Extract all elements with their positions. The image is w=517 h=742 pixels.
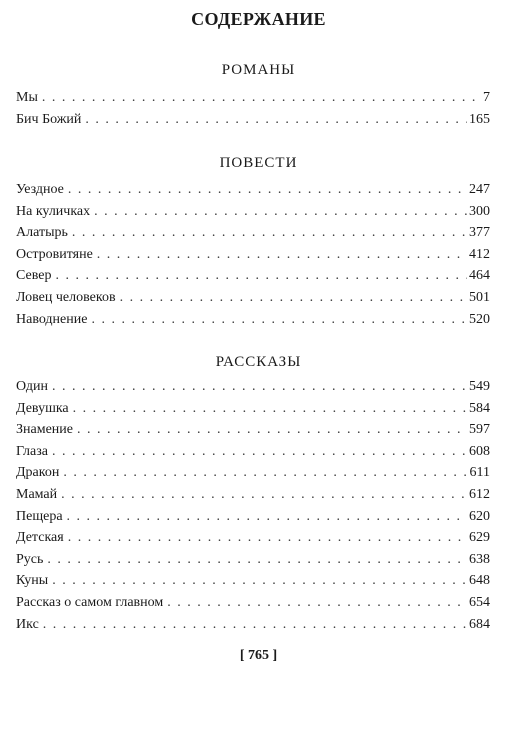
entry-title: Уездное — [16, 182, 64, 197]
entry-page: 549 — [469, 379, 490, 394]
entry-page: 684 — [469, 616, 490, 632]
entry-title: Мы — [16, 90, 38, 105]
entry-title: Островитяне — [16, 246, 93, 262]
entry-title: Пещера — [16, 508, 63, 524]
entry-page: 629 — [469, 530, 490, 546]
toc-entry[interactable] — [16, 506, 490, 528]
entry-title: Куны — [16, 573, 49, 589]
dot-leader — [167, 592, 467, 614]
dot-leader — [91, 309, 467, 331]
entry-page: 611 — [469, 465, 490, 481]
entry-title: Наводнение — [16, 311, 88, 327]
entry-page: 165 — [469, 111, 490, 127]
dot-leader — [72, 222, 467, 244]
section-list-novels — [16, 87, 490, 130]
toc-entry[interactable] — [16, 398, 490, 420]
entry-page: 648 — [469, 573, 490, 589]
toc-entry[interactable] — [16, 109, 490, 131]
toc-entry[interactable] — [16, 244, 490, 266]
entry-page: 612 — [469, 486, 490, 502]
entry-page: 620 — [469, 508, 490, 524]
entry-title: Детская — [16, 530, 64, 546]
entry-title: Рассказ о самом главном — [16, 594, 164, 610]
dot-leader — [120, 287, 467, 309]
entry-page: 638 — [469, 551, 490, 567]
dot-leader — [52, 376, 467, 398]
entry-title: Мамай — [16, 486, 58, 502]
toc-entry[interactable] — [16, 179, 490, 201]
toc-entry[interactable] — [16, 201, 490, 223]
entry-title: Знамение — [16, 422, 73, 438]
section-heading-novels: РОМАНЫ — [221, 62, 296, 78]
section-heading-stories: РАССКАЗЫ — [215, 354, 302, 370]
section-list-stories — [16, 376, 490, 635]
dot-leader — [97, 244, 467, 266]
entry-page: 520 — [469, 311, 490, 327]
dot-leader — [52, 441, 467, 463]
toc-entry[interactable] — [16, 441, 490, 463]
toc-entry[interactable] — [16, 592, 490, 614]
dot-leader — [67, 506, 467, 528]
page-title: СОДЕРЖАНИЕ — [191, 9, 326, 29]
dot-leader — [55, 265, 467, 287]
entry-page: 7 — [483, 90, 490, 105]
dot-leader — [61, 484, 467, 506]
toc-entry[interactable] — [16, 549, 490, 571]
toc-entry[interactable] — [16, 484, 490, 506]
dot-leader — [43, 614, 467, 636]
entry-page: 608 — [469, 443, 490, 459]
entry-title: Алатырь — [16, 225, 68, 241]
entry-page: 377 — [469, 225, 490, 241]
entry-page: 412 — [469, 246, 490, 262]
toc-entry[interactable] — [16, 462, 490, 484]
entry-title: Один — [16, 379, 49, 394]
page-number: [ 765 ] — [239, 648, 278, 663]
entry-title: Глаза — [16, 443, 48, 459]
section-heading-novellas: ПОВЕСТИ — [219, 155, 298, 171]
entry-title: На куличках — [16, 203, 91, 219]
entry-title: Бич Божий — [16, 111, 82, 127]
toc-entry[interactable] — [16, 376, 490, 398]
entry-title: Ловец человеков — [16, 289, 116, 305]
entry-page: 247 — [469, 182, 490, 197]
entry-page: 597 — [469, 422, 490, 438]
dot-leader — [42, 87, 481, 109]
toc-entry[interactable] — [16, 222, 490, 244]
entry-page: 584 — [469, 400, 490, 416]
entry-title: Девушка — [16, 400, 69, 416]
dot-leader — [85, 109, 467, 131]
dot-leader — [47, 549, 467, 571]
section-list-novellas — [16, 179, 490, 330]
toc-entry[interactable] — [16, 570, 490, 592]
toc-entry[interactable] — [16, 265, 490, 287]
entry-title: Икс — [16, 616, 39, 632]
toc-entry[interactable] — [16, 419, 490, 441]
toc-entry[interactable] — [16, 287, 490, 309]
dot-leader — [68, 527, 467, 549]
entry-page: 501 — [469, 289, 490, 305]
entry-page: 464 — [469, 268, 490, 284]
toc-entry[interactable] — [16, 614, 490, 636]
dot-leader — [68, 179, 467, 201]
dot-leader — [94, 201, 467, 223]
toc-entry[interactable] — [16, 527, 490, 549]
dot-leader — [52, 570, 467, 592]
entry-title: Север — [16, 268, 52, 284]
dot-leader — [73, 398, 467, 420]
entry-title: Дракон — [16, 465, 60, 481]
dot-leader — [77, 419, 467, 441]
entry-page: 654 — [469, 594, 490, 610]
toc-entry[interactable] — [16, 309, 490, 331]
dot-leader — [63, 462, 467, 484]
entry-page: 300 — [469, 203, 490, 219]
entry-title: Русь — [16, 551, 44, 567]
toc-entry[interactable] — [16, 87, 490, 109]
